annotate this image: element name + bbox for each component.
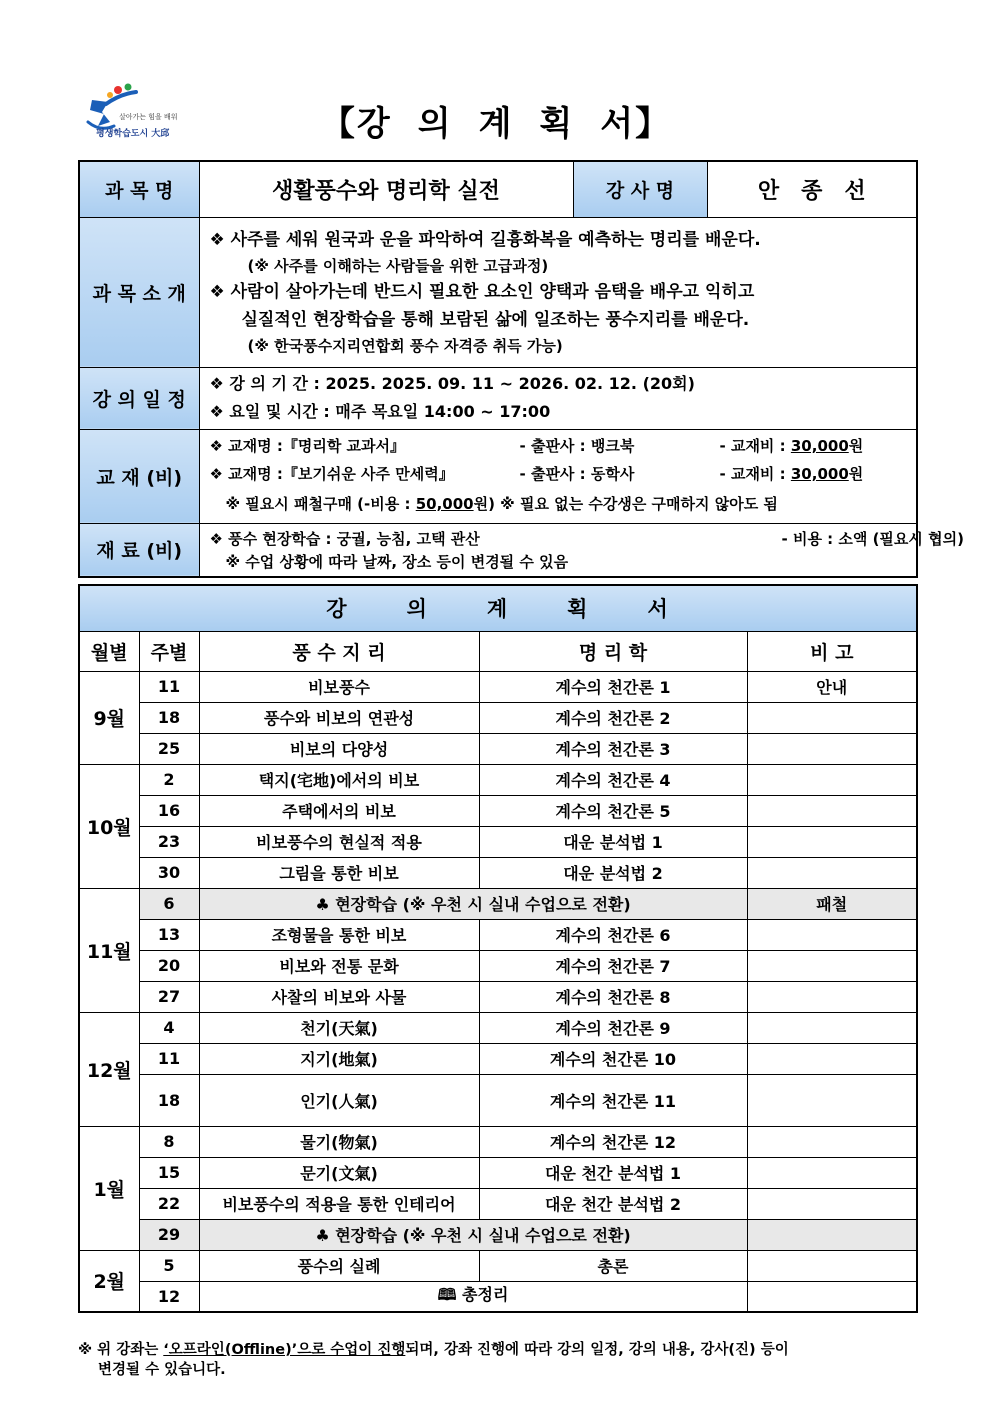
table-cell: 계수의 천간론 3 <box>479 733 747 764</box>
table-cell: 사찰의 비보와 사물 <box>199 981 479 1012</box>
table-row <box>79 1012 917 1043</box>
table-cell <box>747 1126 917 1157</box>
table-cell: 계수의 천간론 5 <box>479 795 747 826</box>
field-trip-label: ♣ 현장학습 (※ 우천 시 실내 수업으로 전환) <box>199 1219 747 1250</box>
table-cell: 18 <box>139 702 199 733</box>
table-row <box>79 702 917 733</box>
month-cell: 9월 <box>79 671 139 764</box>
table-row <box>79 826 917 857</box>
intro-label: 과 목 소 개 <box>79 217 199 367</box>
table-row <box>79 1126 917 1157</box>
table-cell: 풍수의 실례 <box>199 1250 479 1281</box>
table-cell: 지기(地氣) <box>199 1043 479 1074</box>
schedule-info: ❖ 강 의 기 간 : 2025. 2025. 09. 11 ~ 2026. 02. 12. (20회) ❖ 요일 및 시간 : 매주 목요일 14:00 ~ 17:00 <box>199 367 917 429</box>
textbook-row: ❖ 교재명 :『보기쉬운 사주 만세력』 - 출판사 : 동학사 - 교재비 : 30,000원 <box>209 465 864 483</box>
instructor-label: 강 사 명 <box>573 161 707 217</box>
table-cell: 패철 <box>747 888 917 919</box>
table-cell <box>747 919 917 950</box>
table-cell: 대운 천간 분석법 2 <box>479 1188 747 1219</box>
footer-note: ※ 위 강좌는 ‘오프라인(Offline)’으로 수업이 진행되며, 강좌 진행에 따라 강의 일정, 강의 내용, 강사(진) 등이 변경될 수 있습니다. <box>78 1342 789 1378</box>
table-cell <box>747 826 917 857</box>
table-cell <box>747 1074 917 1126</box>
table-cell <box>747 1043 917 1074</box>
table-cell: 5 <box>139 1250 199 1281</box>
table-cell: 비보와 전통 문화 <box>199 950 479 981</box>
table-row <box>79 764 917 795</box>
table-cell <box>747 795 917 826</box>
table-row <box>79 795 917 826</box>
table-row <box>79 950 917 981</box>
page-title: 【강 의 계 획 서】 <box>320 104 672 144</box>
table-cell: 비보의 다양성 <box>199 733 479 764</box>
logo-city-name: 평생학습도시 大邱 <box>96 129 170 139</box>
table-cell <box>747 1012 917 1043</box>
table-cell <box>747 1188 917 1219</box>
table-cell: 대운 분석법 1 <box>479 826 747 857</box>
table-cell: 20 <box>139 950 199 981</box>
col-month: 월별 <box>79 631 139 671</box>
table-cell: 13 <box>139 919 199 950</box>
table-cell: 계수의 천간론 10 <box>479 1043 747 1074</box>
material-info: ❖ 풍수 현장학습 : 궁궐, 능침, 고택 관산 - 비용 : 소액 (필요시 협의) ※ 수업 상황에 따라 날짜, 장소 등이 변경될 수 있음 <box>199 523 917 577</box>
schedule-label: 강 의 일 정 <box>79 367 199 429</box>
textbook-label: 교 재 (비) <box>79 429 199 523</box>
course-intro: ❖ 사주를 세워 원국과 운을 파악하여 길흉화복을 예측하는 명리를 배운다. (※ 사주를 이해하는 사람들을 위한 고급과정) ❖ 사람이 살아가는데 반드시 필요한 요소인 양택과 음택을 배우고 익히고 실질적인 현장학습을 통해 보람된 삶에 일조하는 풍수지리를 배운다. (※ 한국풍수지리연합회 풍수 자격증 취득 가능) <box>199 217 917 367</box>
table-cell: 계수의 천간론 6 <box>479 919 747 950</box>
col-week: 주별 <box>139 631 199 671</box>
table-cell: 물기(物氣) <box>199 1126 479 1157</box>
table-cell: 계수의 천간론 7 <box>479 950 747 981</box>
course-info-table <box>78 160 964 578</box>
table-cell: 16 <box>139 795 199 826</box>
table-cell: 문기(文氣) <box>199 1157 479 1188</box>
table-cell: 27 <box>139 981 199 1012</box>
table-cell <box>747 1250 917 1281</box>
table-cell: 주택에서의 비보 <box>199 795 479 826</box>
lecture-plan-table <box>78 584 918 1313</box>
table-cell <box>747 702 917 733</box>
table-cell: 계수의 천간론 9 <box>479 1012 747 1043</box>
table-cell: 비보풍수 <box>199 671 479 702</box>
table-cell: 풍수와 비보의 연관성 <box>199 702 479 733</box>
table-cell: 22 <box>139 1188 199 1219</box>
table-cell: 29 <box>139 1219 199 1250</box>
month-cell: 2월 <box>79 1250 139 1312</box>
table-cell: 18 <box>139 1074 199 1126</box>
table-row <box>79 1188 917 1219</box>
month-cell: 11월 <box>79 888 139 1012</box>
table-cell: 계수의 천간론 11 <box>479 1074 747 1126</box>
table-cell: 그림을 통한 비보 <box>199 857 479 888</box>
table-row <box>79 1157 917 1188</box>
table-cell <box>747 1157 917 1188</box>
month-cell: 12월 <box>79 1012 139 1126</box>
table-cell: 11 <box>139 671 199 702</box>
table-cell: 계수의 천간론 2 <box>479 702 747 733</box>
table-cell: 4 <box>139 1012 199 1043</box>
col-myeongri: 명 리 학 <box>479 631 747 671</box>
table-cell: 대운 천간 분석법 1 <box>479 1157 747 1188</box>
table-cell: 25 <box>139 733 199 764</box>
table-cell: 대운 분석법 2 <box>479 857 747 888</box>
table-row-field-trip <box>79 888 917 919</box>
table-cell <box>747 733 917 764</box>
course-name: 생활풍수와 명리학 실전 <box>199 161 573 217</box>
textbook-row: ❖ 교재명 :『명리학 교과서』 - 출판사 : 뱅크북 - 교재비 : 30,000원 <box>209 437 864 455</box>
table-cell: 30 <box>139 857 199 888</box>
table-row <box>79 671 917 702</box>
table-row <box>79 733 917 764</box>
table-cell: 6 <box>139 888 199 919</box>
table-cell <box>747 950 917 981</box>
table-row <box>79 1043 917 1074</box>
table-cell: 계수의 천간론 8 <box>479 981 747 1012</box>
logo-slogan: 살아가는 힘을 배워 <box>119 113 178 121</box>
table-cell: 조형물을 통한 비보 <box>199 919 479 950</box>
course-label: 과 목 명 <box>79 161 199 217</box>
table-cell <box>747 981 917 1012</box>
table-cell: 택지(宅地)에서의 비보 <box>199 764 479 795</box>
table-cell: 12 <box>139 1281 199 1312</box>
table-cell: 안내 <box>747 671 917 702</box>
instructor-name: 안 종 선 <box>707 161 917 217</box>
col-remark: 비 고 <box>747 631 917 671</box>
table-row <box>79 857 917 888</box>
table-cell: 계수의 천간론 4 <box>479 764 747 795</box>
table-cell: 8 <box>139 1126 199 1157</box>
month-cell: 10월 <box>79 764 139 888</box>
table-cell <box>747 764 917 795</box>
table-cell: 계수의 천간론 12 <box>479 1126 747 1157</box>
table-row <box>79 919 917 950</box>
table-cell: 23 <box>139 826 199 857</box>
table-cell: 비보풍수의 적용을 통한 인테리어 <box>199 1188 479 1219</box>
table-cell: 총론 <box>479 1250 747 1281</box>
table-row <box>79 1074 917 1126</box>
table-row <box>79 1250 917 1281</box>
table-cell <box>747 857 917 888</box>
plan-title: 강 의 계 획 서 <box>79 585 917 631</box>
table-row <box>79 1281 917 1312</box>
material-label: 재 료 (비) <box>79 523 199 577</box>
table-row-field-trip <box>79 1219 917 1250</box>
table-cell: 비보풍수의 현실적 적용 <box>199 826 479 857</box>
col-fengshui: 풍 수 지 리 <box>199 631 479 671</box>
table-cell <box>747 1281 917 1312</box>
summary-label: 🕮 총정리 <box>199 1281 747 1312</box>
textbook-info <box>199 429 917 523</box>
table-cell: 천기(天氣) <box>199 1012 479 1043</box>
table-cell: 인기(人氣) <box>199 1074 479 1126</box>
table-row <box>79 981 917 1012</box>
table-cell <box>747 1219 917 1250</box>
table-cell: 15 <box>139 1157 199 1188</box>
month-cell: 1월 <box>79 1126 139 1250</box>
table-cell: 계수의 천간론 1 <box>479 671 747 702</box>
textbook-note: ※ 필요시 패철구매 (-비용 : 50,000원) ※ 필요 없는 수강생은 구매하지 않아도 됨 <box>225 495 778 513</box>
table-cell: 11 <box>139 1043 199 1074</box>
field-trip-label: ♣ 현장학습 (※ 우천 시 실내 수업으로 전환) <box>199 888 747 919</box>
table-cell: 2 <box>139 764 199 795</box>
